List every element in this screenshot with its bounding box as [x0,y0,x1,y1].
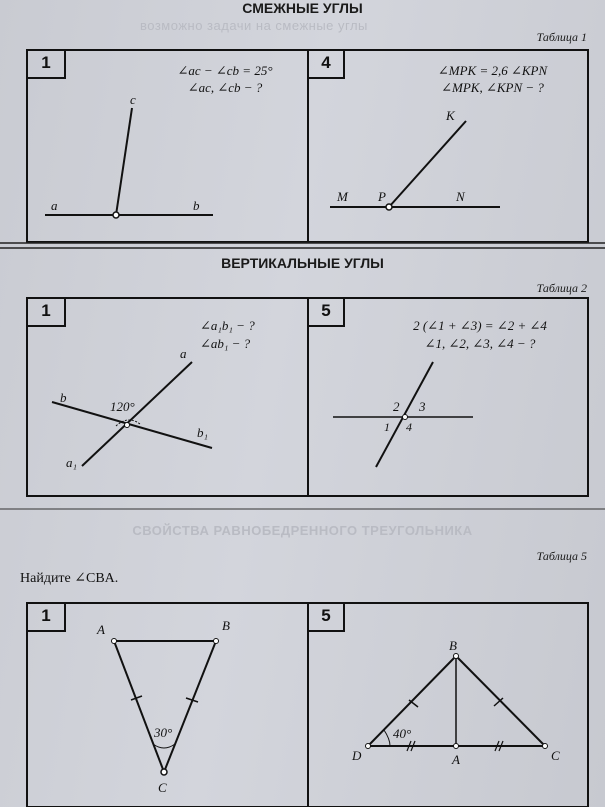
angle-4-label: 4 [406,420,412,434]
ray-a-label: a [180,346,187,361]
panel-1-2-condition-1: ∠MPK = 2,6 ∠KPN [437,63,548,78]
panel-2-1-number: 1 [41,301,51,320]
panel-3-2-border [308,603,588,807]
vertex-c-2-label: C [551,748,560,763]
angle-arc-40 [384,730,390,746]
panel-1-2-condition-2: ∠MPK, ∠KPN − ? [441,80,544,95]
point-c-label: c [130,92,136,107]
side-bc [164,641,216,772]
section2-table-label: Таблица 2 [536,281,587,295]
vertex-b-label: B [222,618,230,633]
vertex-b-2 [454,654,459,659]
vertex-b-2-label: B [449,638,457,653]
section1-ghost-text: возможно задачи на смежные углы [140,18,368,33]
side-ac [114,641,164,772]
point-b-label: b [193,198,200,213]
panel-1-1-condition-1: ∠ac − ∠cb = 25° [177,63,273,78]
panel-2-1-condition-2: ∠ab₁ − ? [200,336,251,351]
section1-title: СМЕЖНЫЕ УГЛЫ [242,0,363,16]
angle-arc-30 [153,744,175,748]
panel-3-1-border [27,603,308,807]
panel-1-1-condition-2: ∠ac, ∠cb − ? [187,80,263,95]
vertex-d-label: D [352,748,362,763]
point-m-label: M [337,189,348,204]
angle-1-label: 1 [384,420,390,434]
vertex-a-2 [454,744,459,749]
point-p-label: P [378,189,386,204]
side-db [368,656,456,746]
panel-2-2-number: 5 [321,301,331,320]
angle-2-label: 2 [393,399,400,414]
panel-2-2-condition-1: 2 (∠1 + ∠3) = ∠2 + ∠4 [413,318,547,333]
panel-2-1-condition-1: ∠a₁b₁ − ? [200,318,255,333]
panel-1-1-number: 1 [41,53,51,72]
angle-30-label: 30° [154,725,173,740]
point-n-label: N [456,189,465,204]
panel-2-2-condition-2: ∠1, ∠2, ∠3, ∠4 − ? [424,336,536,351]
section3-task: Найдите ∠CBA. [20,571,119,586]
angle-3-label: 3 [419,399,426,414]
panel-3-1-number: 1 [41,606,51,625]
vertex-c [161,769,167,775]
section2-title: ВЕРТИКАЛЬНЫЕ УГЛЫ [221,255,384,271]
vertex-a-label: A [97,622,105,637]
ray-b-label: b [60,390,67,405]
angle-120-label: 120° [110,399,135,414]
vertex-a-2-label: A [452,752,460,767]
panel-1-2-number: 4 [321,53,331,72]
ray-a1-label: a₁ [66,455,78,470]
section1-table-label: Таблица 1 [536,30,587,44]
section3-table-label: Таблица 5 [536,549,587,563]
point-a-label: a [51,198,58,213]
vertex-c-2 [543,744,548,749]
point-k-label: K [446,108,455,123]
vertex-d [366,744,371,749]
vertex-c-label: C [158,780,167,795]
vertex-a [112,639,117,644]
panel-3-2-number: 5 [321,606,331,625]
section3-title: СВОЙСТВА РАВНОБЕДРЕННОГО ТРЕУГОЛЬНИКА [132,523,473,538]
ray-b1-label: b₁ [197,425,209,440]
vertex-b [214,639,219,644]
angle-40-label: 40° [393,726,412,741]
